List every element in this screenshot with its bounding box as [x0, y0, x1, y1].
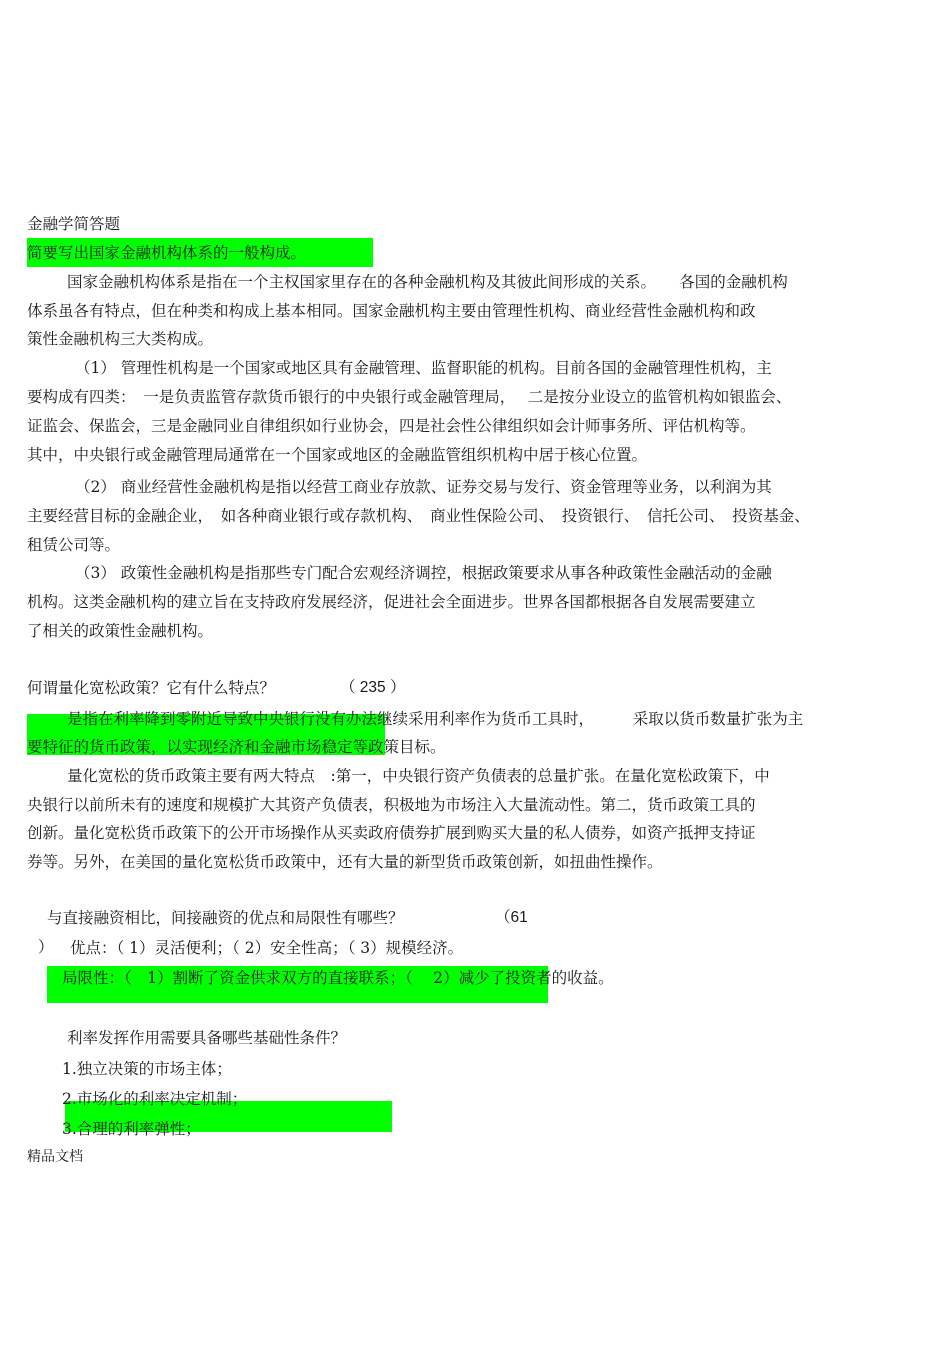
- q1-paragraph-line: 要构成有四类： 一是负责监管存款货币银行的中央银行或金融管理局， 二是按分业设立的监管机构如银监会、: [27, 388, 792, 406]
- q1-paragraph-line: （2） 商业经营性金融机构是指以经营工商业存放款、证券交易与发行、资金管理等业务，以利润为其: [75, 478, 772, 496]
- footer-label: 精品文档: [27, 1149, 83, 1165]
- q1-paragraph-line: 证监会、保监会，三是金融同业自律组织如行业协会，四是社会性公律组织如会计师事务所、评估机构等。: [27, 417, 756, 435]
- q3-page-ref-close: ）: [38, 939, 54, 956]
- q4-list-item: 1.独立决策的市场主体；: [62, 1060, 232, 1078]
- q1-paragraph-line: 其中，中央银行或金融管理局通常在一个国家或地区的金融监管组织机构中居于核心位置。: [27, 446, 648, 464]
- q2-paragraph-line: 是指在利率降到零附近导致中央银行没有办法继续采用利率作为货币工具时， 采取以货币数量扩张为主: [67, 710, 804, 728]
- q1-paragraph-line: 策性金融机构三大类构成。: [27, 330, 214, 348]
- q3-page-ref-open: （61: [495, 909, 528, 926]
- q1-paragraph-line: （3） 政策性金融机构是指那些专门配合宏观经济调控，根据政策要求从事各种政策性金融活动的金融: [75, 564, 772, 582]
- q2-paragraph-line: 创新。量化宽松货币政策下的公开市场操作从买卖政府债券扩展到购买大量的私人债券，如资产抵押支持证: [27, 824, 756, 842]
- q1-title: 简要写出国家金融机构体系的一般构成。: [27, 244, 307, 262]
- q2-page-ref: （ 235 ）: [340, 679, 406, 696]
- q4-title: 利率发挥作用需要具备哪些基础性条件？: [67, 1029, 347, 1047]
- q2-paragraph-line: 券等。另外，在美国的量化宽松货币政策中，还有大量的新型货币政策创新，如扭曲性操作。: [27, 853, 663, 871]
- q2-title: 何谓量化宽松政策？它有什么特点？: [27, 679, 276, 697]
- q2-paragraph-line: 量化宽松的货币政策主要有两大特点 :第一，中央银行资产负债表的总量扩张。在量化宽松政策下，中: [67, 767, 770, 785]
- q1-paragraph-line: 体系虽各有特点，但在种类和构成上基本相同。国家金融机构主要由管理性机构、商业经营性金融机构和政: [27, 302, 756, 320]
- q1-paragraph-line: 机构。这类金融机构的建立旨在支持政府发展经济，促进社会全面进步。世界各国都根据各自发展需要建立: [27, 593, 756, 611]
- q4-list-item: 3.合理的利率弹性；: [62, 1120, 201, 1138]
- q1-paragraph-line: 租赁公司等。: [27, 536, 121, 554]
- q2-paragraph-line: 要特征的货币政策，以实现经济和金融市场稳定等政策目标。: [27, 738, 446, 756]
- q3-advantages: 优点：（ 1）灵活便利；（ 2）安全性高；（ 3）规模经济。: [70, 939, 464, 957]
- q1-paragraph-line: 国家金融机构体系是指在一个主权国家里存在的各种金融机构及其彼此间形成的关系。 各国的金融机构: [67, 273, 788, 291]
- q1-paragraph-line: （1） 管理性机构是一个国家或地区具有金融管理、监督职能的机构。目前各国的金融管理性机构，主: [75, 359, 772, 377]
- document-title: 金融学简答题: [27, 215, 121, 233]
- q1-paragraph-line: 主要经营目标的金融企业， 如各种商业银行或存款机构、 商业性保险公司、 投资银行、 信托公司、 投资基金、: [27, 507, 810, 525]
- q4-list-item: 2.市场化的利率决定机制；: [62, 1090, 248, 1108]
- q3-limitations: 局限性：（ 1）割断了资金供求双方的直接联系；（ 2）减少了投资者的收益。: [62, 969, 614, 987]
- q1-paragraph-line: 了相关的政策性金融机构。: [27, 622, 214, 640]
- q3-title: 与直接融资相比，间接融资的优点和局限性有哪些？: [47, 909, 404, 927]
- q2-paragraph-line: 央银行以前所未有的速度和规模扩大其资产负债表，积极地为市场注入大量流动性。第二，货币政策工具的: [27, 796, 756, 814]
